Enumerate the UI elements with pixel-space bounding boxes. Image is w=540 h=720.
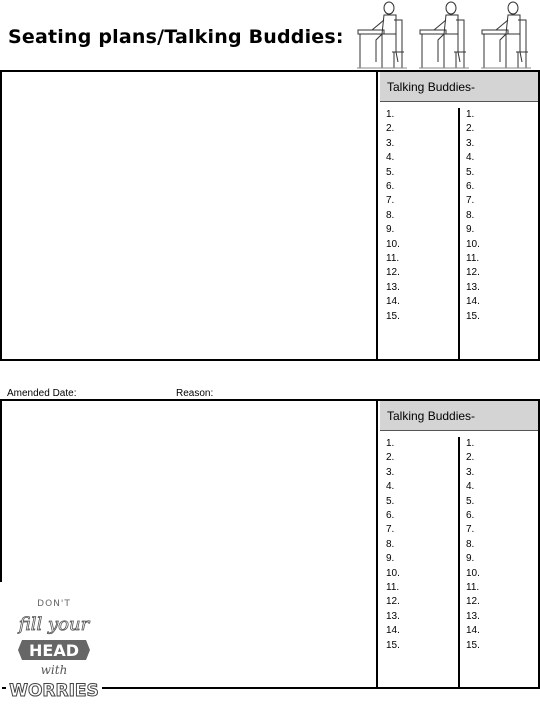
talking-buddy-entry[interactable]: 15. bbox=[466, 639, 480, 651]
talking-buddy-entry[interactable]: 9. bbox=[466, 553, 475, 565]
talking-buddies-header: Talking Buddies- bbox=[380, 401, 538, 431]
talking-buddy-entry[interactable]: 6. bbox=[466, 181, 475, 193]
talking-buddy-entry[interactable]: 13. bbox=[386, 281, 400, 293]
talking-buddy-entry[interactable]: 1. bbox=[466, 438, 475, 449]
talking-buddy-entry[interactable]: 14. bbox=[466, 625, 480, 637]
talking-buddy-entry[interactable]: 13. bbox=[466, 610, 480, 622]
talking-buddy-entry[interactable]: 4. bbox=[386, 481, 395, 493]
talking-buddy-entry[interactable]: 1. bbox=[386, 438, 395, 449]
talking-buddy-entry[interactable]: 7. bbox=[466, 524, 475, 536]
talking-buddy-entry[interactable]: 12. bbox=[466, 267, 480, 279]
talking-buddy-entry[interactable]: 7. bbox=[466, 195, 475, 207]
talking-buddy-entry[interactable]: 10. bbox=[386, 238, 400, 250]
page-title: Seating plans/Talking Buddies: bbox=[8, 26, 344, 48]
talking-buddy-entry[interactable]: 6. bbox=[386, 181, 395, 193]
talking-buddy-entry[interactable]: 7. bbox=[386, 195, 395, 207]
talking-buddy-entry[interactable]: 14. bbox=[386, 625, 400, 637]
seating-plan-panel-1 bbox=[0, 70, 540, 361]
talking-buddy-entry[interactable]: 13. bbox=[386, 610, 400, 622]
talking-buddy-entry[interactable]: 15. bbox=[386, 310, 400, 322]
border-gap bbox=[0, 582, 2, 690]
talking-buddy-entry[interactable]: 8. bbox=[386, 209, 395, 221]
talking-buddies-column-a[interactable] bbox=[380, 108, 460, 359]
talking-buddy-entry[interactable]: 2. bbox=[386, 123, 395, 135]
students-at-desks-icon bbox=[352, 0, 540, 72]
talking-buddy-entry[interactable]: 6. bbox=[466, 510, 475, 522]
talking-buddy-entry[interactable]: 13. bbox=[466, 281, 480, 293]
talking-buddy-entry[interactable]: 6. bbox=[386, 510, 395, 522]
talking-buddy-entry[interactable]: 5. bbox=[386, 166, 395, 178]
talking-buddy-entry[interactable]: 9. bbox=[386, 553, 395, 565]
dont-fill-your-head-with-worries-badge bbox=[6, 584, 102, 704]
talking-buddy-entry[interactable]: 5. bbox=[386, 495, 395, 507]
talking-buddy-entry[interactable]: 2. bbox=[466, 452, 475, 464]
talking-buddy-entry[interactable]: 10. bbox=[466, 567, 480, 579]
logo-line-head: HEAD bbox=[29, 641, 79, 660]
talking-buddies-column-a[interactable] bbox=[380, 437, 460, 687]
amended-date-label: Amended Date: bbox=[7, 388, 77, 399]
talking-buddy-entry[interactable]: 3. bbox=[386, 137, 395, 149]
talking-buddy-entry[interactable]: 11. bbox=[386, 253, 400, 265]
talking-buddy-entry[interactable]: 11. bbox=[386, 582, 400, 594]
talking-buddy-entry[interactable]: 12. bbox=[466, 596, 480, 608]
reason-label: Reason: bbox=[176, 388, 214, 399]
talking-buddies-header: Talking Buddies- bbox=[380, 72, 538, 102]
talking-buddy-entry[interactable]: 3. bbox=[466, 466, 475, 478]
talking-buddy-entry[interactable]: 3. bbox=[386, 466, 395, 478]
talking-buddy-entry[interactable]: 4. bbox=[466, 152, 475, 164]
talking-buddy-entry[interactable]: 1. bbox=[466, 109, 475, 120]
talking-buddy-entry[interactable]: 11. bbox=[466, 582, 480, 594]
talking-buddy-entry[interactable]: 2. bbox=[386, 452, 395, 464]
talking-buddy-entry[interactable]: 4. bbox=[386, 152, 395, 164]
talking-buddy-entry[interactable]: 10. bbox=[466, 238, 480, 250]
talking-buddy-entry[interactable]: 10. bbox=[386, 567, 400, 579]
logo-line-with: with bbox=[40, 663, 68, 677]
talking-buddy-entry[interactable]: 14. bbox=[466, 296, 480, 308]
talking-buddy-entry[interactable]: 14. bbox=[386, 296, 400, 308]
logo-line-dont: DON'T bbox=[37, 599, 71, 609]
talking-buddy-entry[interactable]: 1. bbox=[386, 109, 395, 120]
talking-buddy-entry[interactable]: 12. bbox=[386, 267, 400, 279]
logo-line-fill-your: fill your bbox=[18, 614, 90, 635]
talking-buddy-entry[interactable]: 4. bbox=[466, 481, 475, 493]
logo-line-worries: WORRIES bbox=[9, 681, 99, 701]
talking-buddy-entry[interactable]: 9. bbox=[386, 224, 395, 236]
seating-plan-drawing-area[interactable] bbox=[2, 72, 378, 359]
talking-buddy-entry[interactable]: 5. bbox=[466, 495, 475, 507]
talking-buddy-entry[interactable]: 9. bbox=[466, 224, 475, 236]
talking-buddy-entry[interactable]: 11. bbox=[466, 253, 480, 265]
talking-buddies-column-b[interactable] bbox=[460, 437, 540, 687]
talking-buddies-column-b[interactable] bbox=[460, 108, 540, 359]
talking-buddy-entry[interactable]: 2. bbox=[466, 123, 475, 135]
talking-buddy-entry[interactable]: 3. bbox=[466, 137, 475, 149]
talking-buddy-entry[interactable]: 8. bbox=[386, 538, 395, 550]
talking-buddy-entry[interactable]: 7. bbox=[386, 524, 395, 536]
talking-buddy-entry[interactable]: 8. bbox=[466, 538, 475, 550]
talking-buddy-entry[interactable]: 15. bbox=[386, 639, 400, 651]
talking-buddy-entry[interactable]: 15. bbox=[466, 310, 480, 322]
talking-buddy-entry[interactable]: 5. bbox=[466, 166, 475, 178]
talking-buddy-entry[interactable]: 12. bbox=[386, 596, 400, 608]
talking-buddy-entry[interactable]: 8. bbox=[466, 209, 475, 221]
